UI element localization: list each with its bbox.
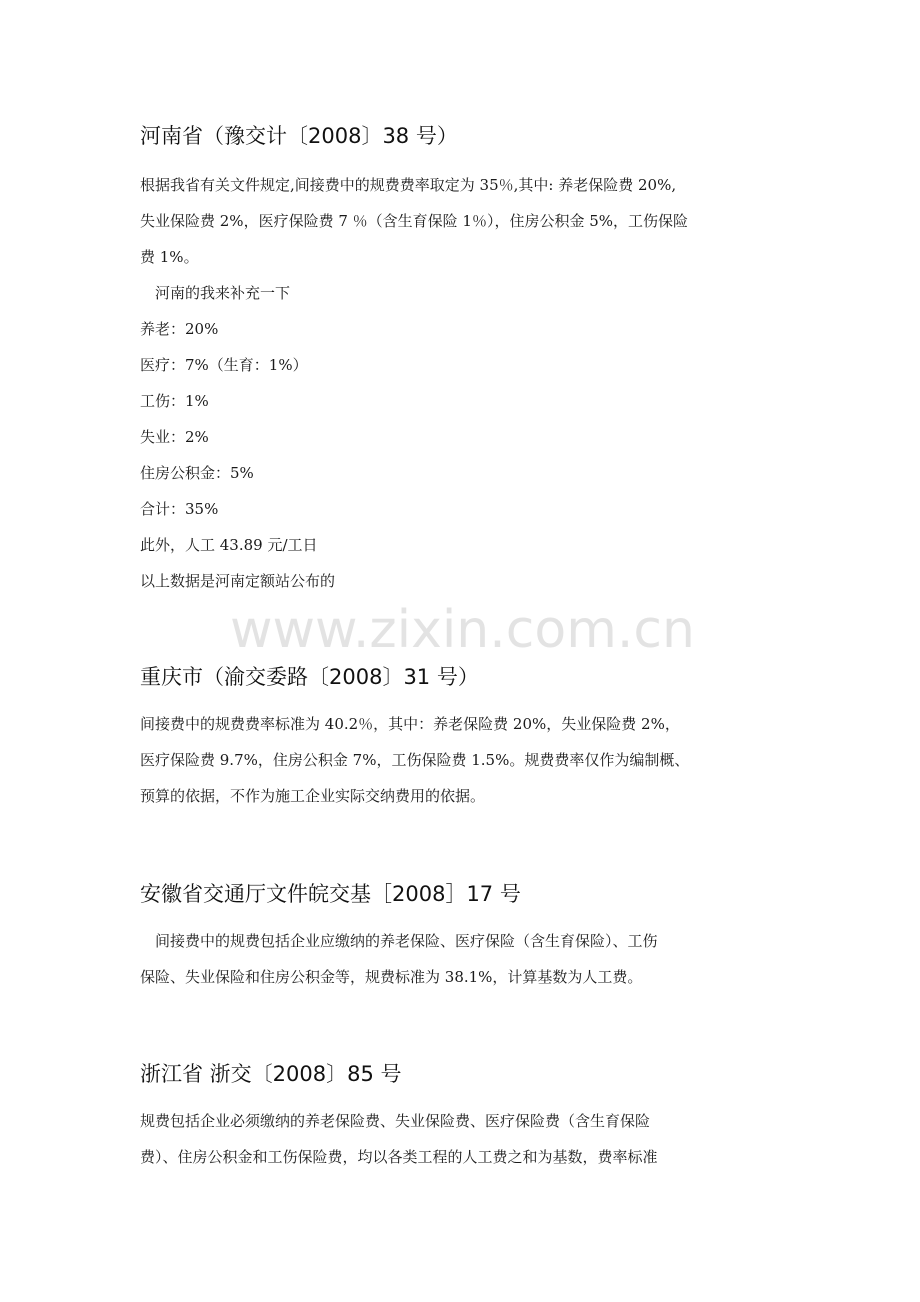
- henan-item-labor-rate: 此外，人工 43.89 元/工日: [140, 536, 318, 554]
- anhui-para-line-1: 间接费中的规费包括企业应缴纳的养老保险、医疗保险（含生育保险）、工伤: [140, 932, 658, 950]
- zhejiang-para-line-2: 费）、住房公积金和工伤保险费，均以各类工程的人工费之和为基数，费率标准: [140, 1148, 658, 1166]
- henan-item-source-note: 以上数据是河南定额站公布的: [140, 572, 336, 590]
- henan-item-total: 合计：35%: [140, 500, 219, 518]
- chongqing-para-line-3: 预算的依据，不作为施工企业实际交纳费用的依据。: [140, 787, 486, 805]
- zhejiang-para-line-1: 规费包括企业必须缴纳的养老保险费、失业保险费、医疗保险费（含生育保险: [140, 1112, 651, 1130]
- henan-para-line-2: 失业保险费 2%，医疗保险费 7 ％（含生育保险 1％），住房公积金 5%，工伤保险: [140, 212, 689, 230]
- chongqing-para-line-1: 间接费中的规费费率标准为 40.2％，其中：养老保险费 20%，失业保险费 2%，: [140, 715, 680, 733]
- henan-item-injury: 工伤：1%: [140, 392, 209, 410]
- henan-item-pension: 养老：20%: [140, 320, 219, 338]
- henan-supplement: 河南的我来补充一下: [140, 284, 291, 302]
- henan-para-line-3: 费 1%。: [140, 248, 199, 266]
- heading-zhejiang: 浙江省 浙交〔2008〕85 号: [140, 1062, 402, 1086]
- anhui-para-line-2: 保险、失业保险和住房公积金等，规费标准为 38.1%，计算基数为人工费。: [140, 968, 643, 986]
- heading-anhui: 安徽省交通厅文件皖交基［2008］17 号: [140, 882, 521, 906]
- henan-para-line-1: 根据我省有关文件规定,间接费中的规费费率取定为 35％,其中: 养老保险费 20%,: [140, 176, 677, 194]
- heading-chongqing: 重庆市（渝交委路〔2008〕31 号）: [140, 665, 479, 689]
- heading-henan: 河南省（豫交计〔2008〕38 号）: [140, 124, 458, 148]
- chongqing-para-line-2: 医疗保险费 9.7%，住房公积金 7%，工伤保险费 1.5%。规费费率仅作为编制概、: [140, 751, 690, 769]
- henan-item-medical: 医疗：7%（生育：1%）: [140, 356, 308, 374]
- henan-item-unemployment: 失业：2%: [140, 428, 209, 446]
- henan-item-housing-fund: 住房公积金：5%: [140, 464, 254, 482]
- watermark: www.zixin.com.cn: [230, 600, 695, 660]
